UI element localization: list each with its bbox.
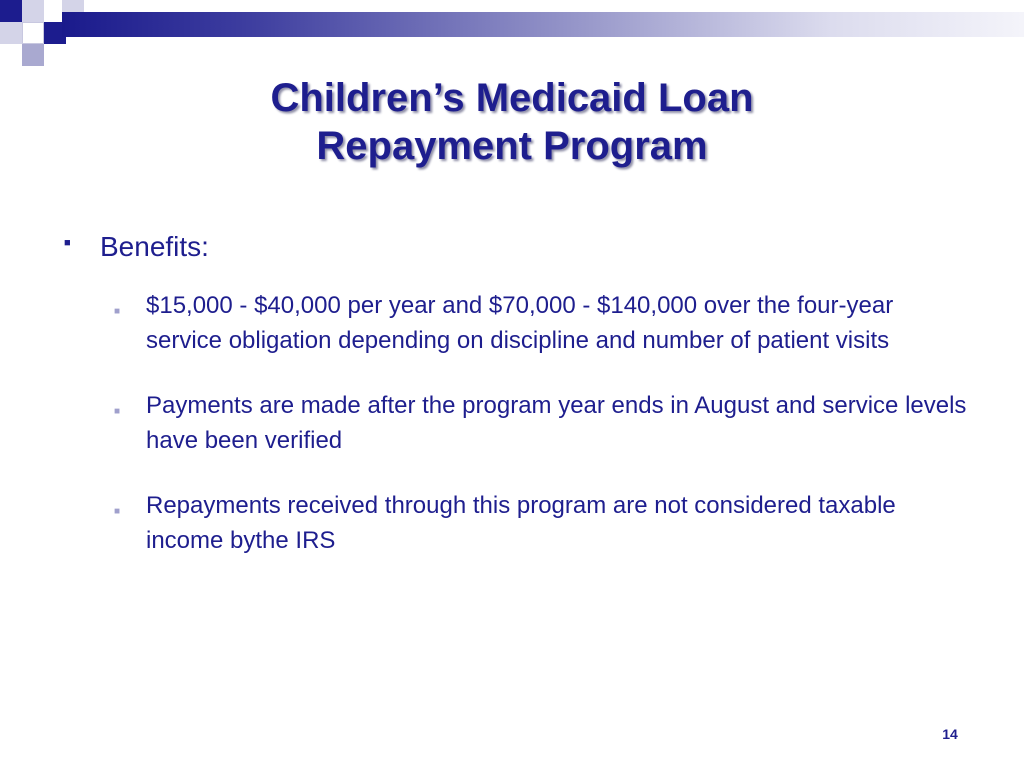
list-item: [110, 488, 970, 558]
square-bullet-icon: ■: [114, 506, 121, 517]
decor-square: [22, 44, 44, 66]
slide-title: [0, 74, 1024, 170]
square-bullet-icon: ■: [64, 237, 71, 249]
decor-square: [0, 22, 22, 44]
decor-square: [0, 0, 22, 22]
decor-square: [22, 0, 44, 22]
header-gradient-bar: [62, 12, 1024, 37]
list-item: [110, 288, 970, 358]
square-bullet-icon: ■: [114, 306, 121, 317]
decor-square: [22, 22, 44, 44]
square-bullet-icon: ■: [114, 406, 121, 417]
list-item: [110, 388, 970, 458]
title-line-1: Children’s Medicaid Loan: [270, 76, 754, 120]
main-bullet-text: Benefits:: [100, 231, 209, 262]
sub-bullet-text: $15,000 - $40,000 per year and $70,000 - $140,000 over the four-year service obligation depending on discipline and number of patient visits: [146, 292, 894, 354]
sub-bullet-text: Repayments received through this program are not considered taxable income bythe IRS: [146, 492, 896, 554]
page-number: 14: [942, 726, 958, 742]
title-line-2: Repayment Program: [316, 124, 708, 168]
sub-bullet-text: Payments are made after the program year ends in August and service levels have been verified: [146, 392, 967, 454]
sub-bullet-list: [110, 288, 970, 588]
